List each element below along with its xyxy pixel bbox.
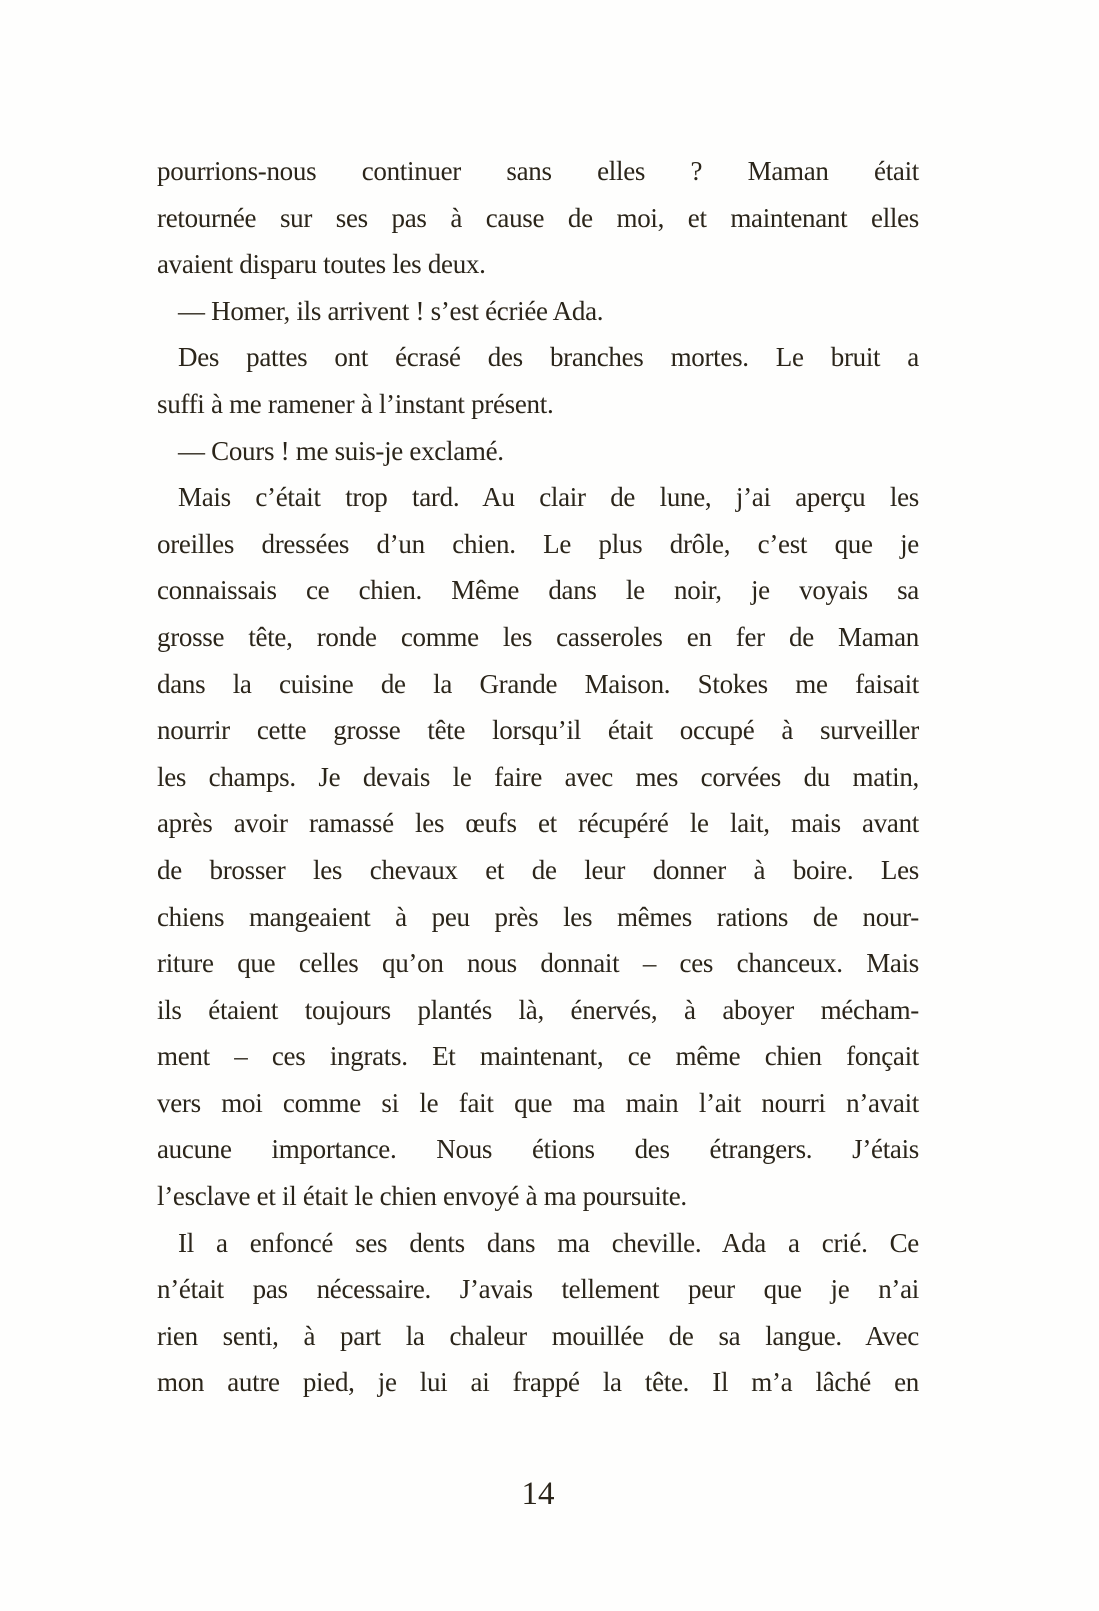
text-line: ils étaient toujours plantés là, énervés, à aboyer mécham-	[157, 994, 919, 1025]
paragraph	[157, 288, 919, 335]
paragraph	[157, 334, 919, 427]
text-line: — Homer, ils arrivent ! s’est écriée Ada.	[178, 295, 604, 326]
text-line: suffi à me ramener à l’instant présent.	[157, 388, 554, 419]
text-line: retournée sur ses pas à cause de moi, et maintenant elles	[157, 202, 919, 233]
text-block	[157, 148, 919, 1406]
text-line: connaissais ce chien. Même dans le noir, je voyais sa	[157, 575, 919, 606]
text-line: dans la cuisine de la Grande Maison. Stokes me faisait	[157, 668, 919, 699]
text-line: avaient disparu toutes les deux.	[157, 249, 486, 280]
page-number: 14	[521, 1476, 555, 1512]
text-line: mon autre pied, je lui ai frappé la tête. Il m’a lâché en	[157, 1367, 919, 1398]
text-line: aucune importance. Nous étions des étrangers. J’étais	[157, 1134, 919, 1165]
text-line: vers moi comme si le fait que ma main l’ait nourri n’avait	[157, 1087, 919, 1118]
paragraph	[157, 474, 919, 1220]
text-line: rien senti, à part la chaleur mouillée de sa langue. Avec	[157, 1320, 919, 1351]
text-line: pourrions-nous continuer sans elles ? Maman était	[157, 156, 919, 186]
text-line: ment – ces ingrats. Et maintenant, ce même chien fonçait	[157, 1041, 919, 1072]
text-line: l’esclave et il était le chien envoyé à ma poursuite.	[157, 1181, 687, 1212]
text-line: après avoir ramassé les œufs et récupéré le lait, mais avant	[157, 808, 919, 839]
text-line: grosse tête, ronde comme les casseroles en fer de Maman	[157, 621, 919, 652]
text-line: oreilles dressées d’un chien. Le plus drôle, c’est que je	[157, 528, 919, 559]
text-line: — Cours ! me suis-je exclamé.	[178, 435, 504, 466]
paragraph	[157, 428, 919, 475]
paragraph	[157, 1220, 919, 1406]
text-line: les champs. Je devais le faire avec mes corvées du matin,	[157, 761, 919, 792]
text-line: riture que celles qu’on nous donnait – ces chanceux. Mais	[157, 948, 919, 979]
text-line: n’était pas nécessaire. J’avais tellement peur que je n’ai	[157, 1274, 919, 1305]
text-line: Il a enfoncé ses dents dans ma cheville. Ada a crié. Ce	[178, 1227, 919, 1258]
text-line: de brosser les chevaux et de leur donner à boire. Les	[157, 854, 919, 885]
paragraph	[157, 148, 919, 288]
text-line: chiens mangeaient à peu près les mêmes rations de nour-	[157, 901, 919, 932]
text-line: nourrir cette grosse tête lorsqu’il était occupé à surveiller	[157, 715, 919, 746]
text-line: Mais c’était trop tard. Au clair de lune, j’ai aperçu les	[178, 482, 919, 513]
text-line: Des pattes ont écrasé des branches mortes. Le bruit a	[178, 342, 919, 373]
